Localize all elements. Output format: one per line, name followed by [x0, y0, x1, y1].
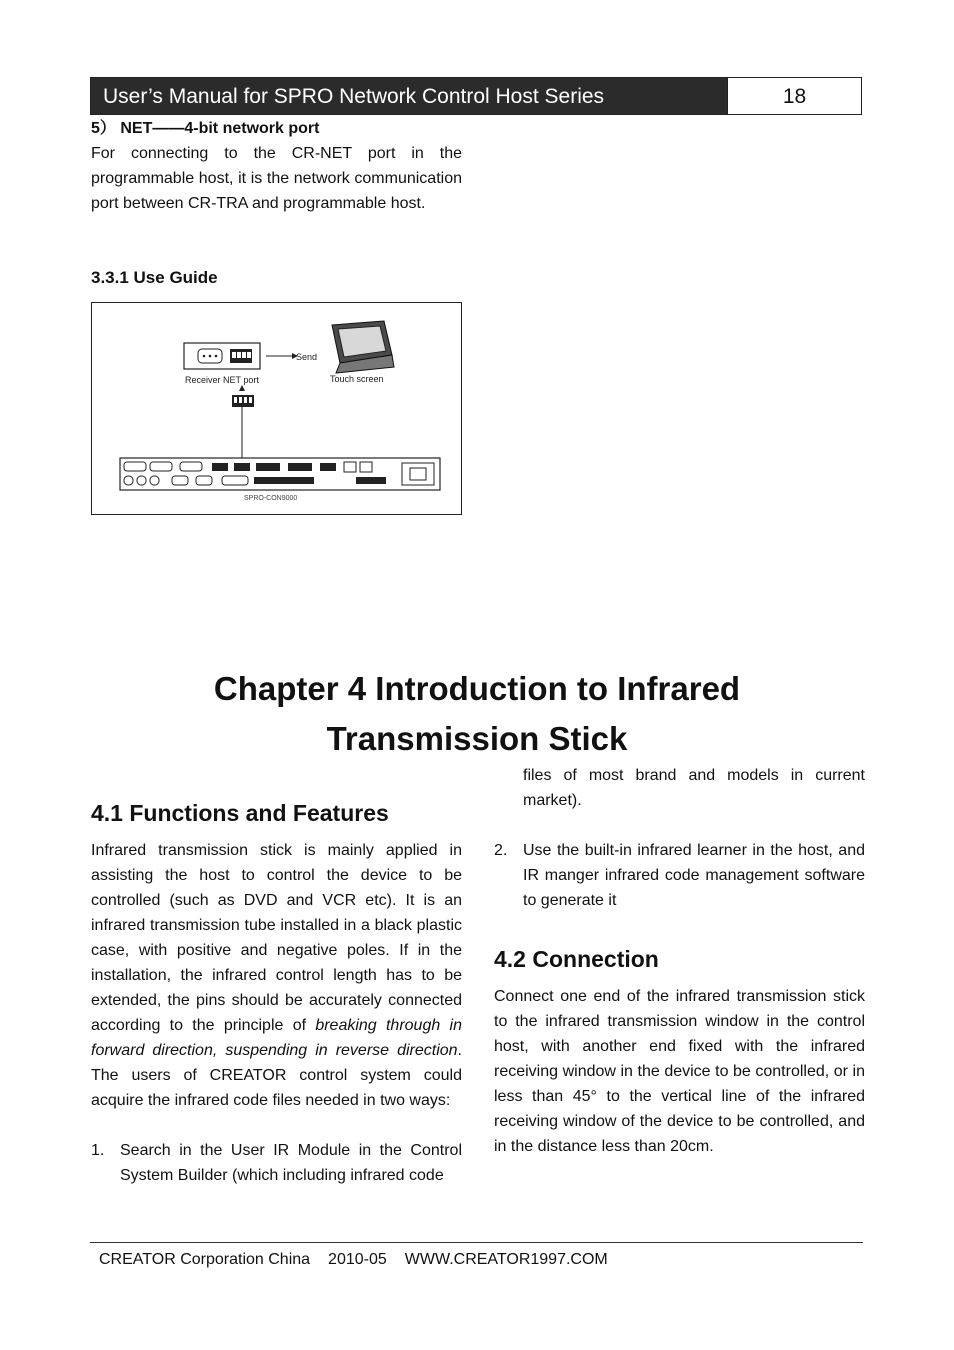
receiver-device-icon — [184, 343, 260, 369]
net-port-description: For connecting to the CR-NET port in the programmable host, it is the network communication port between CR-TRA and programmable host. — [91, 145, 462, 212]
net-connector-icon — [232, 395, 254, 407]
touch-screen-label: Touch screen — [330, 374, 384, 384]
footer-website: WWW.CREATOR1997.COM — [404, 1251, 608, 1268]
section-4-2-paragraph: Connect one end of the infrared transmission stick to the infrared transmission window in the control host, with another end fixed with the infrared receiving window in the device to be controlled, or in less than 45° to the vertical line of the infrared receiving window of the device to be controlled, and in the distance less than 20cm. — [494, 988, 865, 1155]
send-label: Send — [296, 352, 318, 362]
list-number-1: 1. — [91, 1142, 105, 1159]
manual-title: User’s Manual for SPRO Network Control Host Series — [91, 78, 727, 114]
paragraph-text-a: Infrared transmission stick is mainly applied in assisting the host to control the device to be controlled (such as DVD and VCR etc). It is an infrared transmission tube installed in a black plastic case, with positive and negative poles. If in the installation, the infrared control length has to be extended, the pins should be accurately connected according to the principle of — [91, 842, 462, 1034]
touch-screen-icon — [332, 321, 394, 373]
connection-diagram — [92, 303, 461, 514]
receiver-net-port-label: Receiver NET port — [185, 375, 259, 385]
page-header — [90, 77, 862, 115]
list-item-1 — [91, 1138, 462, 1188]
host-device-label: SPRO-CON9000 — [244, 495, 298, 502]
paragraph-text-b: . The users of CREATOR control system could acquire the infrared code files needed in two ways: — [91, 1042, 462, 1109]
chapter-title-line1: Chapter 4 Introduction to Infrared — [213, 670, 741, 707]
footer-divider — [90, 1242, 863, 1243]
section-4-1-paragraph — [91, 838, 462, 1113]
footer-date: 2010-05 — [328, 1251, 387, 1268]
use-guide-heading: 3.3.1 Use Guide — [91, 268, 218, 287]
paragraph-principle: breaking through in forward direction, suspending in reverse direction — [91, 1017, 462, 1059]
list-item-2 — [494, 838, 865, 913]
section-4-2-heading: 4.2 Connection — [494, 946, 659, 972]
net-port-subheading: 5） NET——4-bit network port — [91, 120, 320, 137]
section-4-1 — [91, 796, 462, 1188]
page-number: 18 — [727, 78, 861, 114]
host-device-icon — [120, 458, 440, 490]
use-guide-figure — [91, 302, 462, 515]
chapter-title-line2: Transmission Stick — [326, 720, 628, 757]
footer-company: CREATOR Corporation China — [99, 1251, 311, 1268]
use-guide-heading-wrap — [91, 265, 462, 290]
section-4-1-heading: 4.1 Functions and Features — [91, 800, 389, 826]
net-port-section — [91, 116, 462, 216]
list-item-1-text: Search in the User IR Module in the Control System Builder (which including infrared code — [120, 1142, 462, 1184]
list-item-1-continued — [494, 763, 865, 813]
right-column — [494, 763, 865, 1159]
chapter-title — [90, 664, 864, 764]
list-number-2: 2. — [494, 842, 508, 859]
list-item-2-text: Use the built-in infrared learner in the host, and IR manger infrared code management software to generate it — [523, 842, 865, 909]
list-item-1-continued-text: files of most brand and models in current market). — [523, 767, 865, 809]
page-footer — [99, 1250, 626, 1270]
